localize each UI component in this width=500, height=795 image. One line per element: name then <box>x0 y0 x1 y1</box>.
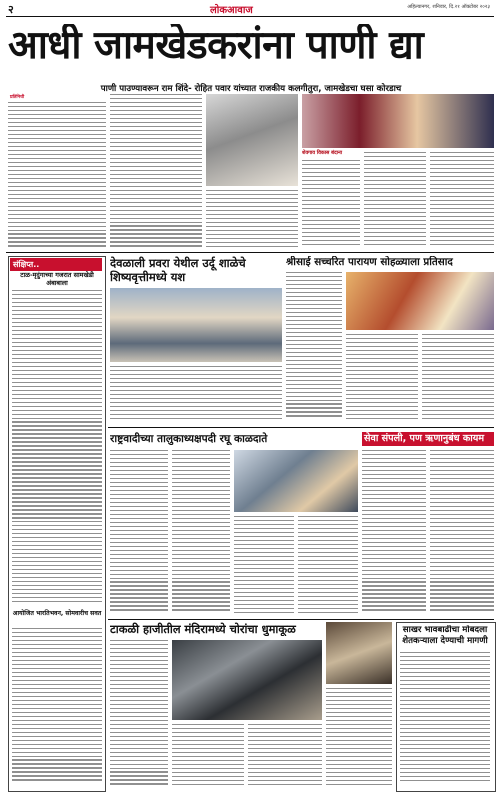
story-taluka-body-col-4 <box>298 516 358 616</box>
story-taluka-photo <box>234 450 358 512</box>
story-seva-body-col-1 <box>362 450 426 616</box>
lead-byline: प्रतिनिधी <box>10 95 25 100</box>
story-sakhar-headline: साखर भावबाढीचा मोबदला शेतकऱ्याला देण्याची मागणी <box>402 625 488 646</box>
lead-body-col-2 <box>110 94 202 250</box>
story-tanki-body-col-2 <box>172 724 244 790</box>
paper-name-logo: लोकआवाज <box>210 5 253 16</box>
story-tanki-cctv-photo <box>172 640 322 720</box>
story-shri-body-col-1 <box>286 272 342 424</box>
brief-2-headline: आयोजित भारतिभवन, सोमवारीच सवत <box>12 610 102 617</box>
story-taluka-body-col-1 <box>110 450 168 616</box>
date-line: अहिल्यानगर, शनिवार, दि.२१ ऑक्टोबर २०२३ <box>407 4 490 10</box>
special-body-col-3 <box>430 152 494 250</box>
lead-body-col-3 <box>206 190 298 250</box>
story-sakhar-body <box>400 652 490 786</box>
brief-1-body <box>12 290 102 608</box>
story-tanki-headline: टाकळी हाजीतील मंदिरामध्ये चोरांचा धुमाकूळ <box>110 622 296 636</box>
masthead-rule <box>6 16 494 17</box>
lower-rule <box>108 619 494 620</box>
story-tanki-body-col-1 <box>110 640 168 790</box>
story-shri-photo <box>346 272 494 330</box>
brief-1-headline: टाळ-मृदुंगाच्या गजरात सामखेडी अंबाबाला <box>20 271 94 287</box>
story-taluka-headline: राष्ट्रवादीच्या तालुकाध्यक्षपदी रघू काळदाते <box>110 433 268 445</box>
brief-2-body <box>12 628 102 786</box>
story-seva-body-col-2 <box>430 450 494 616</box>
special-box-photo <box>302 94 494 148</box>
story-urdu-body <box>110 366 282 424</box>
story-taluka-body-col-3 <box>234 516 294 616</box>
lead-bottom-rule <box>6 252 494 253</box>
story-shri-body-col-3 <box>422 334 494 424</box>
story-taluka-body-col-2 <box>172 450 230 616</box>
story-tanki-body-col-4 <box>326 688 392 790</box>
lead-photo-politicians <box>206 94 298 186</box>
special-body-col-2 <box>364 152 426 250</box>
story-shri-headline: श्रीसाई सच्चरित पारायण सोहळ्याला प्रतिसाद <box>286 256 453 268</box>
story-urdu-headline: देवळाली प्रवरा येथील उर्दू शाळेचे शिष्यवृत्तीमध्ये यश <box>110 256 246 284</box>
story-urdu-photo <box>110 288 282 362</box>
lead-body-col-1 <box>8 102 106 250</box>
story-seva-headline: सेवा संपली, पण ऋणानुबंध कायम <box>362 432 494 446</box>
lead-headline: आधी जामखेडकरांना पाणी द्या <box>8 24 424 68</box>
special-box-label: शेवगाव विकास बंदाना <box>302 150 343 156</box>
story-shri-body-col-2 <box>346 334 418 424</box>
special-body-col-1 <box>302 160 360 250</box>
page-number: २ <box>8 3 14 16</box>
mid-rule <box>108 427 494 428</box>
brief-box-title: संक्षिप्त.. <box>10 258 102 271</box>
story-tanki-body-col-3 <box>248 724 322 790</box>
lead-deck: पाणी पाउण्यावरून राम शिंदे- रोहित पवार यांच्यात राजकीय कलगीतुरा, जामखेडचा घसा कोरडाच <box>8 82 494 94</box>
story-tanki-photo-2 <box>326 622 392 684</box>
